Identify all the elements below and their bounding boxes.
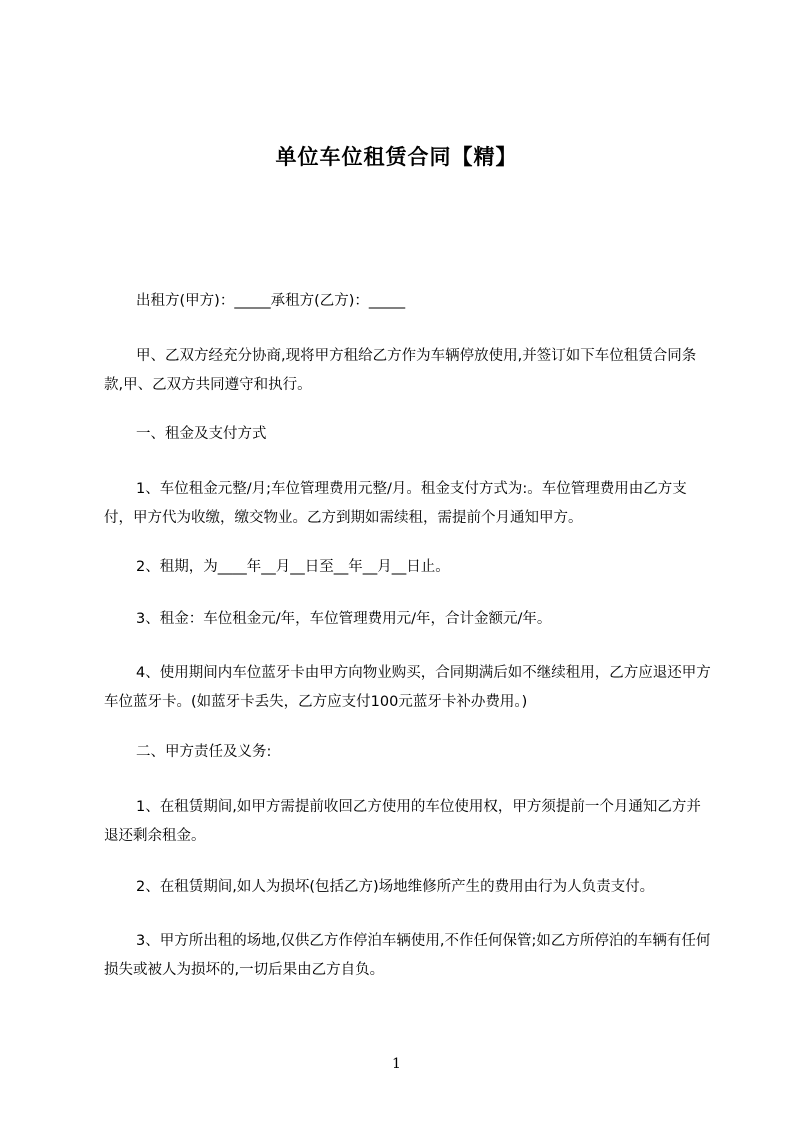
clause-rent-1: 1、车位租金元整/月;车位管理费用元整/月。租金支付方式为:。车位管理费用由乙方支付，甲方代为收缴，缴交物业。乙方到期如需续租，需提前个月通知甲方。 (104, 481, 687, 526)
clause-rent-3: 3、租金：车位租金元/年，车位管理费用元/年，合计金额元/年。 (136, 611, 552, 627)
clause-lessor-3: 3、甲方所出租的场地,仅供乙方作停泊车辆使用,不作任何保管;如乙方所停泊的车辆有任何损失或被人为损坏的,一切后果由乙方自负。 (104, 933, 711, 978)
clause-rent-2: 2、租期，为____年__月__日至__年__月__日止。 (136, 559, 450, 575)
clause-lessor-2: 2、在租赁期间,如人为损坏(包括乙方)场地维修所产生的费用由行为人负责支付。 (136, 879, 655, 895)
section-heading-lessor-duties: 二、甲方责任及义务: (136, 744, 272, 760)
clause-rent-4: 4、使用期间内车位蓝牙卡由甲方向物业购买，合同期满后如不继续租用，乙方应退还甲方车位蓝牙卡。(如蓝牙卡丢失，乙方应支付100元蓝牙卡补办费用。) (104, 665, 711, 710)
intro-paragraph: 甲、乙双方经充分协商,现将甲方租给乙方作为车辆停放使用,并签订如下车位租赁合同条款,甲、乙双方共同遵守和执行。 (104, 348, 697, 393)
page-number: 1 (392, 1056, 401, 1072)
clause-lessor-1: 1、在租赁期间,如甲方需提前收回乙方使用的车位使用权，甲方须提前一个月通知乙方并退还剩余租金。 (104, 799, 701, 844)
section-heading-rent-payment: 一、租金及支付方式 (136, 426, 267, 442)
parties-line: 出租方(甲方)：_____承租方(乙方)：_____ (136, 293, 406, 309)
document-title: 单位车位租赁合同【精】 (275, 145, 518, 169)
